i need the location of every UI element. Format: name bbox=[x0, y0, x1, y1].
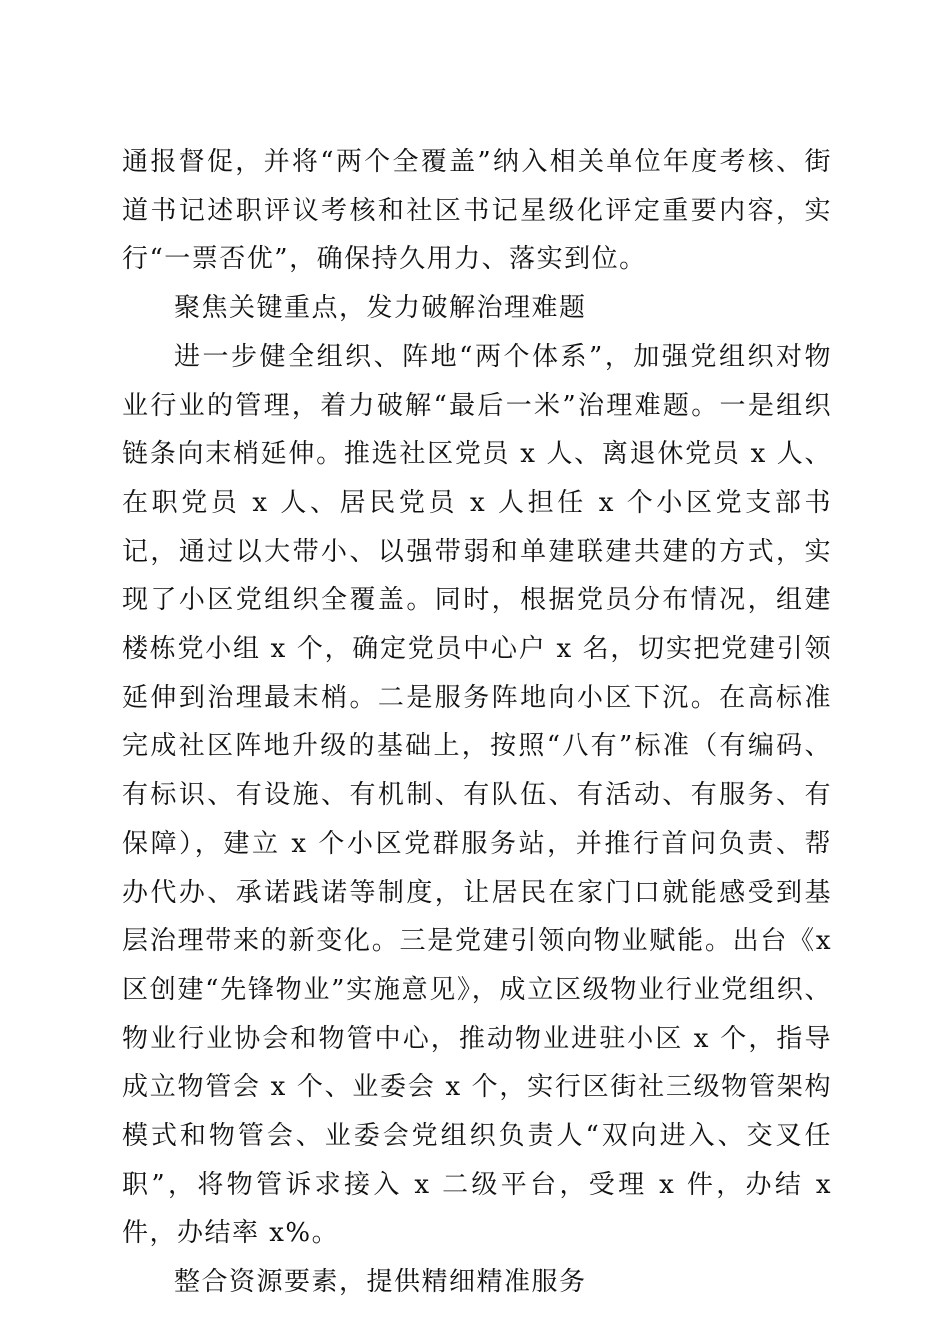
paragraph-continuation: 通报督促，并将“两个全覆盖”纳入相关单位年度考核、街道书记述职评议考核和社区书记星级化评定重要内容，实行“一票否优”，确保持久用力、落实到位。 bbox=[122, 147, 832, 275]
section-heading-integrate-resources: 整合资源要素，提供精细精准服务 bbox=[174, 1267, 587, 1298]
paragraph-body: 进一步健全组织、阵地“两个体系”，加强党组织对物业行业的管理，着力破解“最后一米”治理难题。一是组织链条向末梢延伸。推选社区党员 x 人、离退休党员 x 人、在职党员 x 人、居民党员 x 人担任 x 个小区党支部书记，通过以大带小、以强带弱和单建联建共建的方式，实现了小区党组织全覆盖。同时，根据党员分布情况，组建楼栋党小组 x 个，确定党员中心户 x 名，切实把党建引领延伸到治理最末梢。二是服务阵地向小区下沉。在高标准完成社区阵地升级的基础上，按照“八有”标准（有编码、有标识、有设施、有机制、有队伍、有活动、有服务、有保障），建立 x 个小区党群服务站，并推行首问负责、帮办代办、承诺践诺等制度，让居民在家门口就能感受到基层治理带来的新变化。三是党建引领向物业赋能。出台《x 区创建“先锋物业”实施意见》，成立区级物业行业党组织、物业行业协会和物管中心，推动物业进驻小区 x 个，指导成立物管会 x 个、业委会 x 个，实行区街社三级物管架构模式和物管会、业委会党组织负责人“双向进入、交叉任职”，将物管诉求接入 x 二级平台，受理 x 件，办结 x 件，办结率 x%。 bbox=[122, 341, 832, 1249]
section-heading-focus-key-points: 聚焦关键重点，发力破解治理难题 bbox=[174, 293, 587, 324]
document-body bbox=[122, 138, 832, 1307]
